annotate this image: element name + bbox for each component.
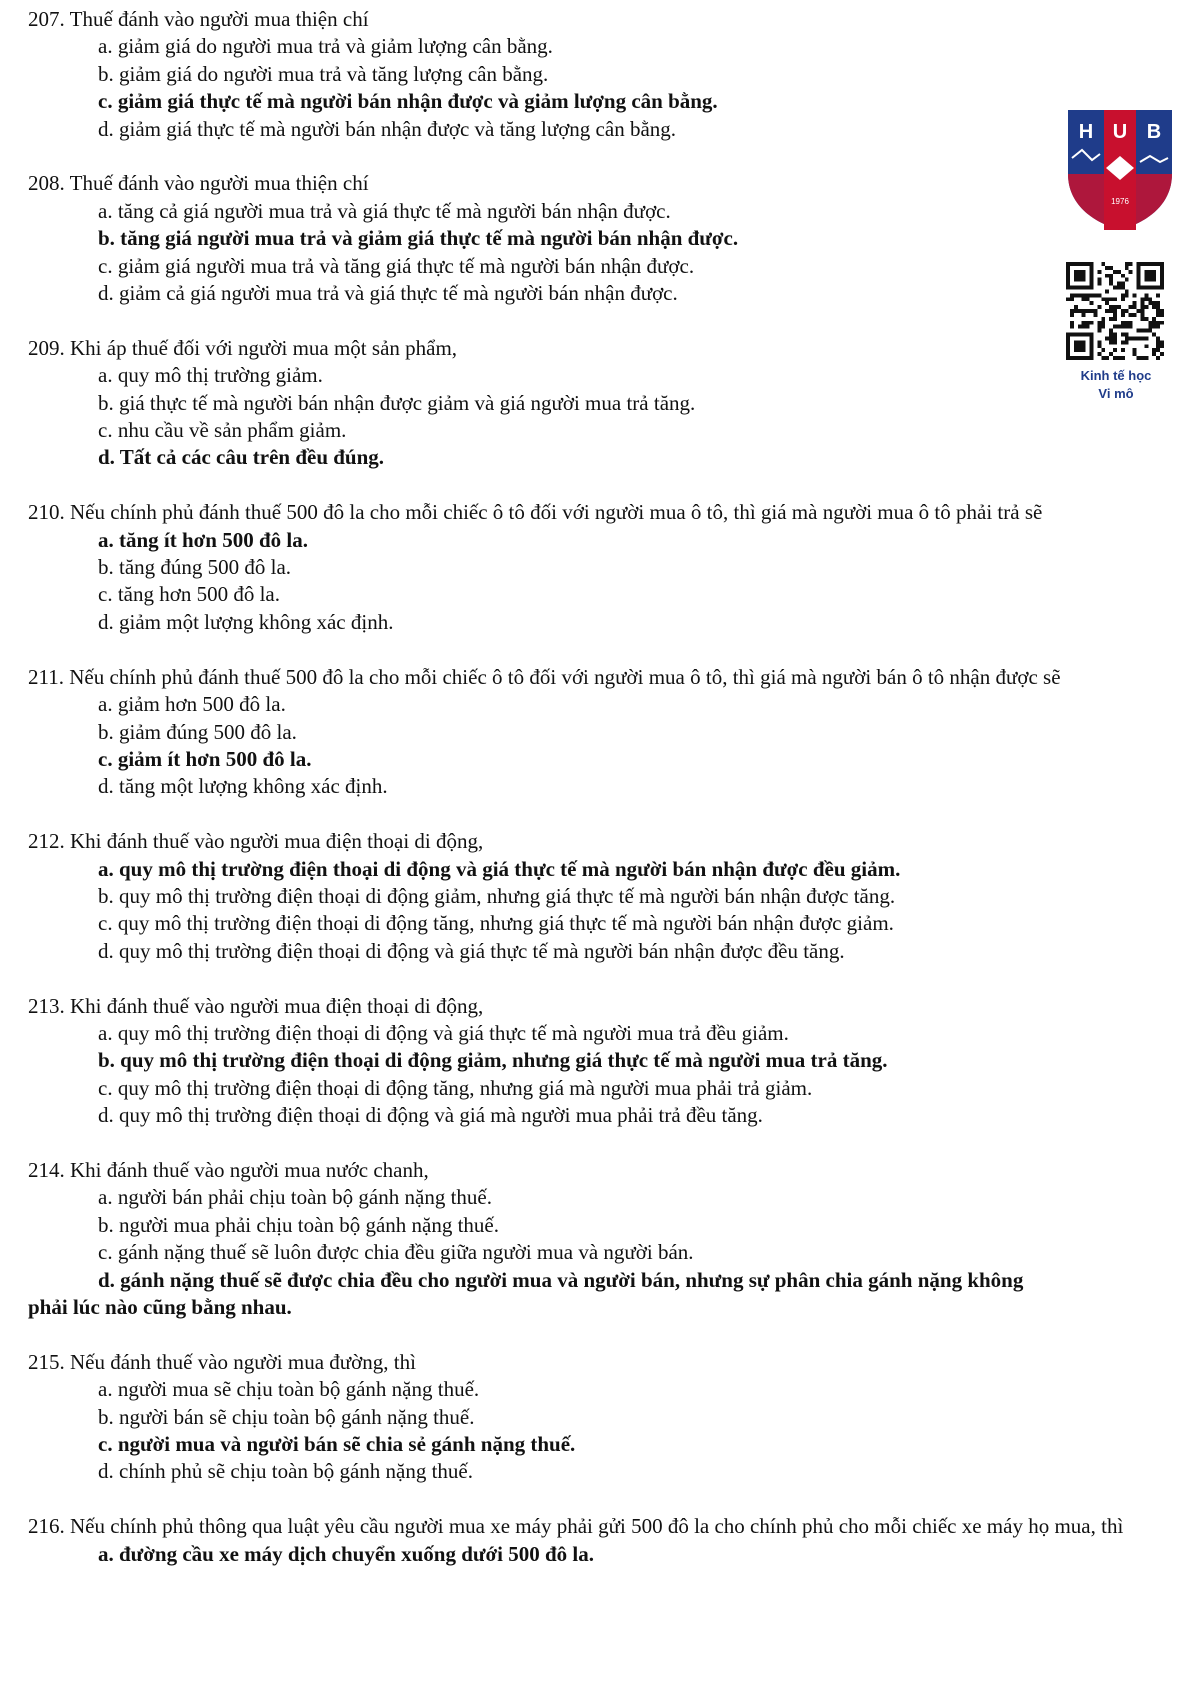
answer-option: a. giảm giá do người mua trả và giảm lượng cân bằng. <box>98 34 553 59</box>
question-block <box>28 1349 1178 1486</box>
answer-option-correct: a. quy mô thị trường điện thoại di động và giá thực tế mà người bán nhận được đều giảm. <box>98 856 901 881</box>
answer-option: a. giảm hơn 500 đô la. <box>98 692 286 717</box>
answer-option: c. quy mô thị trường điện thoại di động tăng, nhưng giá thực tế mà người bán nhận được giảm. <box>98 911 894 936</box>
answer-option: d. tăng một lượng không xác định. <box>98 774 388 799</box>
answer-option-correct: b. quy mô thị trường điện thoại di động giảm, nhưng giá thực tế mà người mua trả tăng. <box>98 1048 888 1073</box>
answer-option: d. giảm giá thực tế mà người bán nhận được và tăng lượng cân bằng. <box>98 116 677 141</box>
answer-option: c. tăng hơn 500 đô la. <box>98 582 280 607</box>
answer-option: c. nhu cầu về sản phẩm giảm. <box>98 418 347 443</box>
question-block <box>28 1157 1178 1321</box>
question-stem: 214. Khi đánh thuế vào người mua nước chanh, <box>28 1157 429 1182</box>
question-block <box>28 664 1178 801</box>
answer-option-correct: c. người mua và người bán sẽ chia sẻ gánh nặng thuế. <box>98 1432 576 1456</box>
answer-option: b. tăng đúng 500 đô la. <box>98 555 292 580</box>
answer-option: d. giảm cả giá người mua trả và giá thực tế mà người bán nhận được. <box>98 281 678 306</box>
answer-option: a. người bán phải chịu toàn bộ gánh nặng thuế. <box>98 1185 492 1210</box>
answer-option: a. quy mô thị trường giảm. <box>98 363 323 388</box>
answer-option: b. người bán sẽ chịu toàn bộ gánh nặng thuế. <box>98 1404 475 1429</box>
answer-option: a. người mua sẽ chịu toàn bộ gánh nặng thuế. <box>98 1377 480 1402</box>
answer-option: c. giảm giá người mua trả và tăng giá thực tế mà người bán nhận được. <box>98 253 695 278</box>
hub-logo <box>1066 104 1174 232</box>
answer-option: b. giá thực tế mà người bán nhận được giảm và giá người mua trả tăng. <box>98 390 696 415</box>
answer-option: b. quy mô thị trường điện thoại di động giảm, nhưng giá thực tế mà người bán nhận được tăng. <box>98 883 896 908</box>
question-stem: 212. Khi đánh thuế vào người mua điện thoại di động, <box>28 829 484 854</box>
question-stem: 208. Thuế đánh vào người mua thiện chí <box>28 171 369 196</box>
answer-option: c. quy mô thị trường điện thoại di động tăng, nhưng giá mà người mua phải trả giảm. <box>98 1075 813 1100</box>
answer-option: d. chính phủ sẽ chịu toàn bộ gánh nặng thuế. <box>98 1459 474 1484</box>
document-body <box>28 6 1178 1595</box>
answer-option: c. gánh nặng thuế sẽ luôn được chia đều giữa người mua và người bán. <box>98 1240 694 1265</box>
question-block <box>28 1513 1178 1568</box>
answer-option: d. quy mô thị trường điện thoại di động và giá mà người mua phải trả đều tăng. <box>98 1103 763 1128</box>
course-subtitle: Vi mô <box>1098 386 1134 401</box>
logo-letter-u: U <box>1112 121 1128 143</box>
question-block <box>28 499 1178 636</box>
answer-option: b. giảm đúng 500 đô la. <box>98 719 297 744</box>
question-stem: 211. Nếu chính phủ đánh thuế 500 đô la cho mỗi chiếc ô tô đối với người mua ô tô, thì giá mà người bán ô tô nhận được sẽ <box>28 664 1061 689</box>
answer-option: a. tăng cả giá người mua trả và giá thực tế mà người bán nhận được. <box>98 198 671 223</box>
answer-option: d. quy mô thị trường điện thoại di động và giá thực tế mà người bán nhận được đều tăng. <box>98 938 845 963</box>
answer-option-correct: c. giảm ít hơn 500 đô la. <box>98 746 312 771</box>
logo-letter-b: B <box>1146 121 1162 143</box>
qr-code <box>1066 262 1164 360</box>
question-block <box>28 335 1178 472</box>
answer-option-correct: c. giảm giá thực tế mà người bán nhận được và giảm lượng cân bằng. <box>98 89 718 114</box>
question-stem: 207. Thuế đánh vào người mua thiện chí <box>28 7 369 31</box>
answer-option-continuation: phải lúc nào cũng bằng nhau. <box>28 1294 292 1319</box>
question-block <box>28 828 1178 965</box>
question-block <box>28 6 1178 143</box>
answer-option: b. người mua phải chịu toàn bộ gánh nặng thuế. <box>98 1212 499 1237</box>
answer-option: d. giảm một lượng không xác định. <box>98 609 394 634</box>
answer-option-correct: a. tăng ít hơn 500 đô la. <box>98 527 308 552</box>
answer-option-correct: d. Tất cả các câu trên đều đúng. <box>98 445 385 470</box>
question-stem: 213. Khi đánh thuế vào người mua điện thoại di động, <box>28 993 484 1018</box>
question-block <box>28 170 1178 307</box>
answer-option: a. quy mô thị trường điện thoại di động và giá thực tế mà người mua trả đều giảm. <box>98 1020 789 1045</box>
logo-letter-h: H <box>1078 121 1094 143</box>
answer-option-correct: b. tăng giá người mua trả và giảm giá thực tế mà người bán nhận được. <box>98 226 739 251</box>
answer-option: b. giảm giá do người mua trả và tăng lượng cân bằng. <box>98 61 549 86</box>
question-stem: 209. Khi áp thuế đối với người mua một sản phẩm, <box>28 335 458 360</box>
answer-option-correct: a. đường cầu xe máy dịch chuyển xuống dưới 500 đô la. <box>98 1541 594 1566</box>
question-stem: 210. Nếu chính phủ đánh thuế 500 đô la cho mỗi chiếc ô tô đối với người mua ô tô, thì giá mà người mua ô tô phải trả sẽ <box>28 500 1043 525</box>
course-title: Kinh tế học <box>1080 368 1152 383</box>
question-stem: 215. Nếu đánh thuế vào người mua đường, thì <box>28 1349 416 1374</box>
logo-year: 1976 <box>1111 197 1129 206</box>
answer-option-correct: d. gánh nặng thuế sẽ được chia đều cho người mua và người bán, nhưng sự phân chia gánh nặng không <box>98 1267 1024 1292</box>
question-stem: 216. Nếu chính phủ thông qua luật yêu cầu người mua xe máy phải gửi 500 đô la cho chính phủ cho mỗi chiếc xe máy họ mua, thì <box>28 1514 1124 1539</box>
question-block <box>28 993 1178 1130</box>
